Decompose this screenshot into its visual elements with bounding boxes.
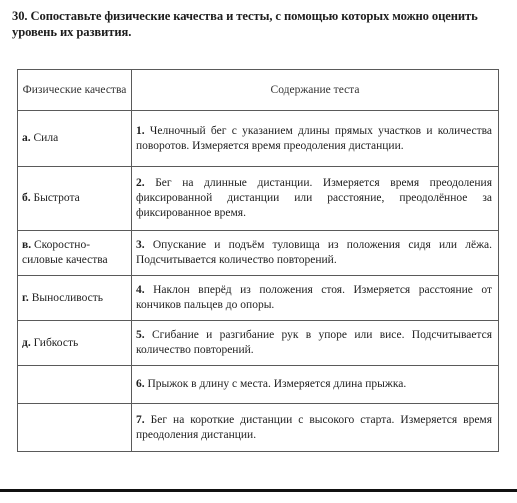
quality-letter: в. [22,239,32,251]
test-number: 6. [136,378,145,390]
test-cell [132,404,499,452]
quality-name: Скоростно-силовые качества [22,239,108,266]
test-number: 1. [136,124,145,137]
test-text: Бег на длинные дистанции. Измеряется время преодоления фиксированной дистанции или расстояние, преодолённое за фиксированное время. [136,177,492,219]
quality-letter: а. [22,132,31,144]
bottom-rule [0,489,517,492]
test-text: Бег на короткие дистанции с высокого старта. Измеряется время преодоления дистанции. [136,413,492,441]
header-test-content: Содержание теста [132,70,499,111]
quality-name: Гибкость [33,336,79,349]
test-cell [132,366,499,404]
test-text: Сгибание и разгибание рук в упоре или висе. Подсчитывается количество повторений. [136,329,492,356]
quality-cell [18,321,132,366]
table-header-row [18,70,499,111]
table-row [18,321,499,366]
header-qualities: Физические качества [18,70,132,111]
test-number: 3. [136,239,145,251]
quality-name: Сила [33,132,59,144]
table-row [18,111,499,167]
test-text: Челночный бег с указанием длины прямых участков и количества поворотов. Измеряется время преодоления дистанции. [136,124,492,152]
quality-name: Выносливость [31,291,104,304]
test-number: 5. [136,329,145,341]
quality-cell-empty [18,404,132,452]
quality-cell [18,231,132,276]
test-cell [132,111,499,167]
table-row [18,404,499,452]
task-text: Сопоставьте физические качества и тесты, с помощью которых можно оценить уровень их развития. [12,9,478,39]
test-text: Наклон вперёд из положения стоя. Измеряется расстояние от кончиков пальцев до опоры. [136,284,493,311]
test-number: 2. [136,177,145,189]
test-cell [132,231,499,276]
task-number: 30. [12,9,28,23]
quality-cell [18,111,132,167]
quality-letter: д. [22,336,31,349]
matching-table [17,69,499,452]
quality-cell-empty [18,366,132,404]
task-title [12,8,512,40]
test-text: Прыжок в длину с места. Измеряется длина прыжка. [147,378,407,390]
table-row [18,276,499,321]
table-row [18,167,499,231]
quality-cell [18,167,132,231]
test-text: Опускание и подъём туловища из положения сидя или лёжа. Подсчитывается количество повторений. [136,239,493,266]
quality-letter: б. [22,192,31,204]
test-number: 7. [136,413,145,426]
test-cell [132,321,499,366]
quality-name: Быстрота [33,192,80,204]
table-row [18,366,499,404]
table-row [18,231,499,276]
test-number: 4. [136,284,145,296]
test-cell [132,167,499,231]
test-cell [132,276,499,321]
quality-cell [18,276,132,321]
quality-letter: г. [22,291,29,304]
